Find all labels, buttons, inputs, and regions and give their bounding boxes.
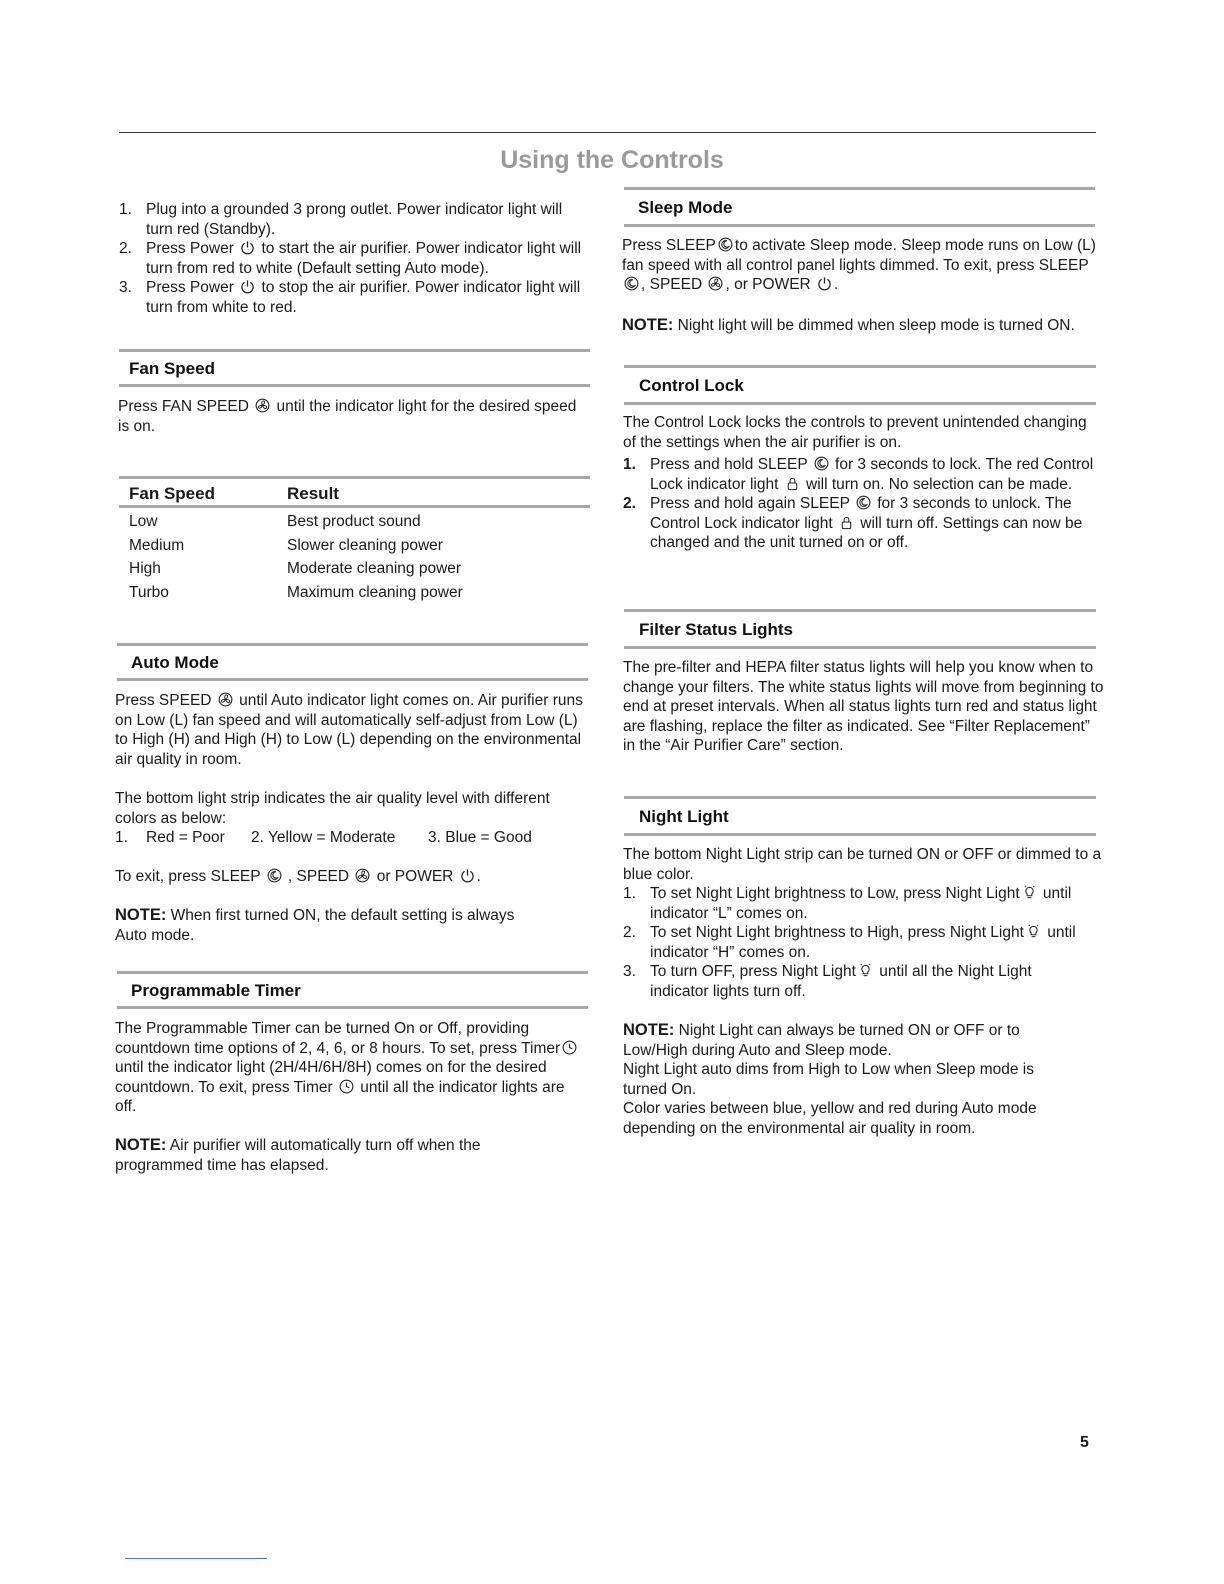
air-quality-colors: 1. Red = Poor 2. Yellow = Moderate 3. Blue = Good [115, 829, 532, 846]
list-item: 2. To set Night Light brightness to High, press Night Light until indicator “H” comes on. [623, 924, 1076, 961]
power-icon [460, 868, 475, 883]
table-row: Low Best product sound [129, 513, 421, 530]
footer-link-underline[interactable] [125, 1558, 267, 1559]
table-row: Medium Slower cleaning power [129, 536, 443, 554]
power-icon [240, 279, 255, 294]
fan-speed-icon [355, 868, 370, 883]
night-light-icon [1026, 924, 1041, 939]
intro-steps [119, 200, 589, 318]
auto-mode-note: NOTE: When first turned ON, the default setting is always Auto mode. [115, 906, 515, 944]
timer-text: The Programmable Timer can be turned On or Off, providing countdown time options of 2, 4, 6, or 8 hours. To set, press Timer until the indicator light (2H/4H/6H/8H) comes on for the desired countdown. To exit, press Timer until all the indicator lights are off. [115, 1019, 585, 1117]
table-row: High Moderate cleaning power [129, 560, 462, 577]
timer-note: NOTE: Air purifier will automatically turn off when the programmed time has elapsed. [115, 1136, 481, 1174]
auto-mode-exit: To exit, press SLEEP , SPEED or POWER . [115, 868, 481, 885]
sleep-icon [856, 495, 871, 510]
air-quality-text: The bottom light strip indicates the air quality level with different colors as below: [115, 790, 550, 827]
power-icon [240, 240, 255, 255]
sleep-mode-note: NOTE: Night light will be dimmed when sleep mode is turned ON. [622, 316, 1075, 334]
fan-speed-heading: Fan Speed [119, 349, 590, 387]
sleep-mode-text: Press SLEEP to activate Sleep mode. Sleep mode runs on Low (L) fan speed with all control panel lights dimmed. To exit, press SLEEP , SPEED , or POWER . [622, 237, 1096, 294]
sleep-mode-heading: Sleep Mode [624, 187, 1095, 227]
timer-icon [562, 1040, 577, 1055]
top-rule [119, 132, 1096, 133]
lock-icon [839, 515, 854, 530]
sleep-icon [718, 237, 733, 252]
control-lock-heading: Control Lock [624, 365, 1096, 405]
night-light-icon [858, 963, 873, 978]
night-light-heading: Night Light [624, 796, 1096, 836]
fan-speed-icon [218, 692, 233, 707]
lock-icon [785, 476, 800, 491]
intro-step: 2. Press Power to start the air purifier. Power indicator light will turn from red to white (Default setting Auto mode). [119, 240, 582, 277]
night-light-steps [623, 884, 1083, 1002]
auto-mode-text: Press SPEED until Auto indicator light comes on. Air purifier runs on Low (L) fan speed and will automatically self-adjust from Low (L) to High (H) and High (H) to Low (L) depending on the environmental air quality in room. [115, 692, 583, 768]
fan-speed-text: Press FAN SPEED until the indicator light for the desired speed is on. [118, 398, 577, 435]
filter-status-text: The pre-filter and HEPA filter status lights will help you know when to change your filters. The white status lights will move from beginning to end at preset intervals. When all status lights turn red and status light are flashing, replace the filter as indicated. See “Filter Replacement” in the “Air Purifier Care” section. [623, 659, 1104, 755]
control-lock-steps [623, 455, 1098, 553]
night-light-icon [1022, 885, 1037, 900]
auto-mode-heading: Auto Mode [117, 643, 588, 681]
filter-status-heading: Filter Status Lights [624, 609, 1096, 649]
list-item: 3. To turn OFF, press Night Light until all the Night Light indicator lights turn off. [623, 963, 1032, 1000]
intro-step: 1. Plug into a grounded 3 prong outlet. Power indicator light will turn red (Standby). [119, 201, 563, 238]
intro-step: 3. Press Power to stop the air purifier. Power indicator light will turn from white to red. [119, 279, 581, 316]
power-icon [817, 276, 832, 291]
fan-speed-icon [708, 276, 723, 291]
sleep-icon [267, 868, 282, 883]
sleep-icon [814, 456, 829, 471]
list-item: 2. Press and hold again SLEEP for 3 seconds to unlock. The Control Lock indicator light will turn off. Settings can now be changed and the unit turned on or off. [623, 495, 1083, 552]
night-light-text: The bottom Night Light strip can be turned ON or OFF or dimmed to a blue color. [623, 846, 1102, 883]
control-lock-text: The Control Lock locks the controls to prevent unintended changing of the settings when the air purifier is on. [623, 414, 1087, 451]
page-title: Using the Controls [500, 146, 724, 174]
list-item: 1. To set Night Light brightness to Low, press Night Light until indicator “L” comes on. [623, 885, 1072, 922]
page-number: 5 [1080, 1434, 1089, 1451]
timer-icon [339, 1079, 354, 1094]
timer-heading: Programmable Timer [117, 971, 588, 1009]
list-item: 1. Press and hold SLEEP for 3 seconds to lock. The red Control Lock indicator light will turn on. No selection can be made. [623, 456, 1094, 493]
night-light-note: NOTE: Night Light can always be turned ON or OFF or to Low/High during Auto and Sleep mode. Night Light auto dims from High to Low when Sleep mode is turned On. Color varies between blue, yellow and red during Auto mode depending on the environmental air quality in room. [623, 1021, 1037, 1137]
sleep-icon [624, 276, 639, 291]
table-header: Fan Speed Result [119, 476, 590, 508]
fan-speed-icon [255, 398, 270, 413]
table-row: Turbo Maximum cleaning power [129, 583, 463, 601]
